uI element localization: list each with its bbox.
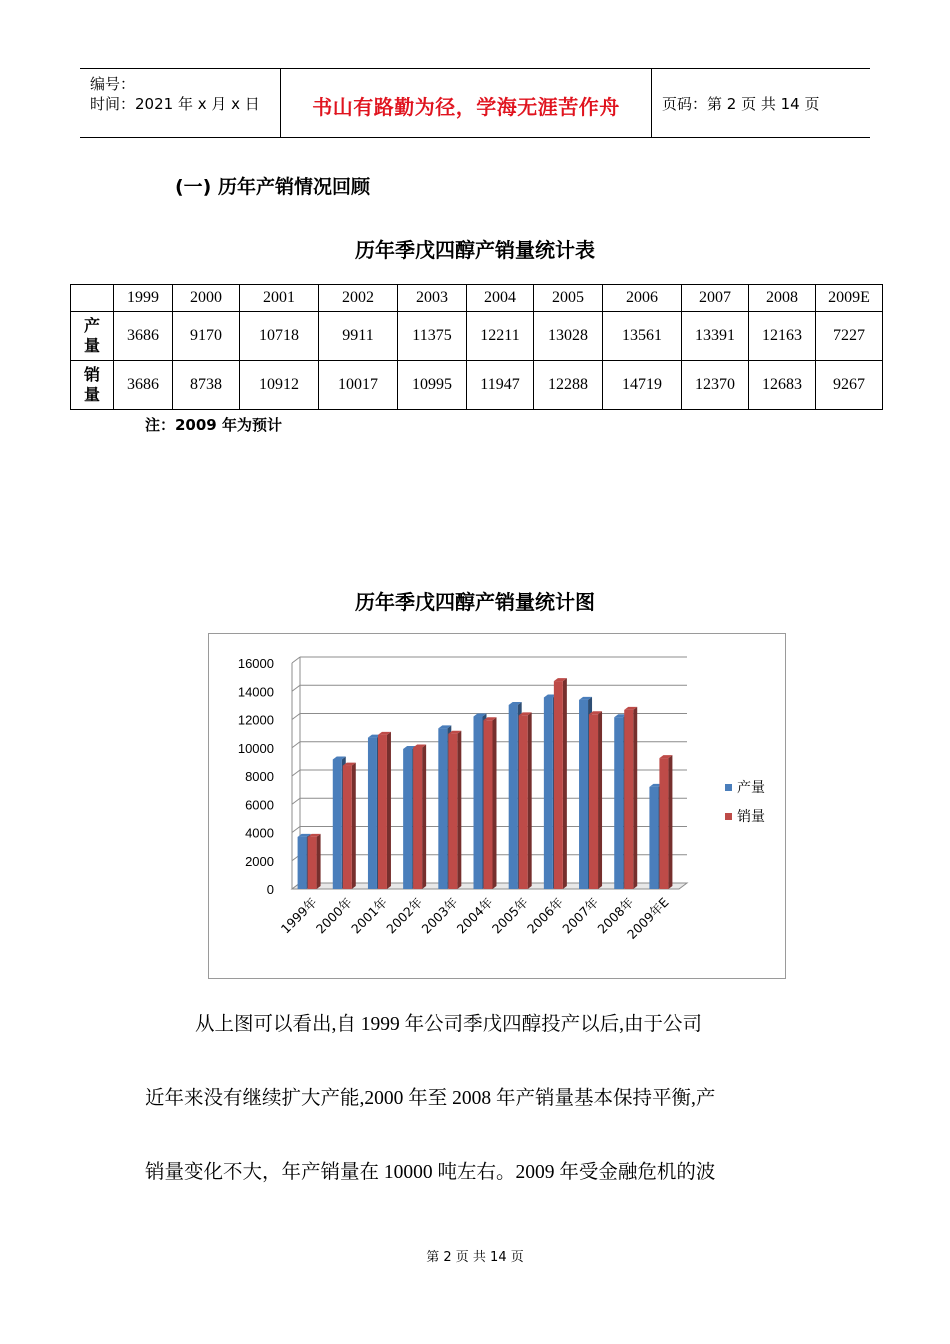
bar-side <box>668 755 672 889</box>
table-cell: 14719 <box>603 361 682 410</box>
header-motto-cell <box>281 69 652 137</box>
bar-side <box>352 763 356 889</box>
table-cell: 10912 <box>240 361 319 410</box>
table-cell: 8738 <box>173 361 240 410</box>
table-cell: 3686 <box>114 361 173 410</box>
table-corner-cell <box>71 285 114 312</box>
x-tick-label: 1999年 <box>277 894 320 937</box>
y-tick-label: 14000 <box>237 684 274 700</box>
bar-side <box>493 717 497 889</box>
y-tick-label: 6000 <box>245 797 274 813</box>
x-tick-label: 2007年 <box>559 894 602 937</box>
table-cell: 13391 <box>682 312 749 361</box>
bar <box>544 697 553 889</box>
table-cell: 12288 <box>534 361 603 410</box>
table-cell: 12211 <box>467 312 534 361</box>
x-tick-label: 2009年E <box>623 894 672 943</box>
table-cell: 10995 <box>398 361 467 410</box>
row-header-char: 量 <box>83 336 100 355</box>
bar <box>413 748 422 889</box>
doc-date-label: 时间：2021 年 x 月 x 日 <box>90 95 260 113</box>
x-tick-label: 2000年 <box>312 894 355 937</box>
row-header-char: 销 <box>83 365 100 384</box>
x-tick-label: 2003年 <box>418 894 461 937</box>
bar <box>624 710 633 889</box>
bar <box>589 714 598 889</box>
y-tick-label: 10000 <box>237 740 274 756</box>
page-footer: 第 2 页 共 14 页 <box>426 1250 524 1265</box>
table-note: 注：2009 年为预计 <box>145 416 282 434</box>
bar-side <box>598 711 602 889</box>
bar-side <box>457 731 461 889</box>
bar <box>343 766 352 889</box>
table-cell: 9911 <box>319 312 398 361</box>
table-cell: 12163 <box>749 312 816 361</box>
table-cell: 13028 <box>534 312 603 361</box>
table-header-row <box>71 285 883 312</box>
legend-swatch <box>725 784 732 791</box>
table-cell: 7227 <box>816 312 883 361</box>
stats-table <box>70 284 883 410</box>
bar <box>378 735 387 889</box>
gridline-depth <box>292 770 300 776</box>
table-cell: 12370 <box>682 361 749 410</box>
y-tick-label: 12000 <box>237 712 274 728</box>
bar <box>509 705 518 889</box>
bar-side <box>387 732 391 889</box>
bar <box>659 758 668 889</box>
bar-side <box>422 745 426 889</box>
bar-chart <box>208 633 786 979</box>
gridline-depth <box>292 714 300 720</box>
gridline-depth <box>292 685 300 691</box>
year-cell: 2002 <box>319 285 398 312</box>
bar <box>614 717 623 889</box>
bar <box>448 734 457 889</box>
header-motto: 书山有路勤为径，学海无涯苦作舟 <box>312 95 620 119</box>
table-cell: 3686 <box>114 312 173 361</box>
gridline-depth <box>292 827 300 833</box>
year-cell: 2000 <box>173 285 240 312</box>
year-cell: 2003 <box>398 285 467 312</box>
paragraph-line: 从上图可以看出,自 1999 年公司季戊四醇投产以后,由于公司 <box>195 1014 703 1035</box>
bar <box>519 715 528 889</box>
year-cell: 2005 <box>534 285 603 312</box>
table-cell: 11947 <box>467 361 534 410</box>
table-cell: 13561 <box>603 312 682 361</box>
row-header-char: 产 <box>83 316 100 335</box>
row-header <box>71 312 114 361</box>
header-page-info: 页码：第 2 页 共 14 页 <box>662 95 820 113</box>
paragraph-line: 销量变化不大，年产销量在 10000 吨左右。2009 年受金融危机的波 <box>145 1162 716 1183</box>
table-row-sales <box>71 361 883 410</box>
legend-swatch <box>725 813 732 820</box>
x-tick-label: 2001年 <box>348 894 391 937</box>
year-cell: 2007 <box>682 285 749 312</box>
year-cell: 2004 <box>467 285 534 312</box>
legend-label: 产量 <box>737 780 765 796</box>
section-title: (一) 历年产销情况回顾 <box>175 176 370 198</box>
x-tick-label: 2008年 <box>594 894 637 937</box>
bar-side <box>633 707 637 889</box>
table-cell: 10017 <box>319 361 398 410</box>
bar-side <box>563 678 567 889</box>
table-row-production <box>71 312 883 361</box>
year-cell: 2006 <box>603 285 682 312</box>
y-tick-label: 16000 <box>237 656 274 671</box>
bar <box>579 700 588 889</box>
header-info-cell <box>80 69 281 137</box>
y-tick-label: 0 <box>266 882 274 897</box>
bar <box>554 681 563 889</box>
gridline-depth <box>292 742 300 748</box>
table-title: 历年季戊四醇产销量统计表 <box>355 238 595 262</box>
gridline-depth <box>292 798 300 804</box>
table-cell: 9267 <box>816 361 883 410</box>
legend-label: 销量 <box>737 809 765 825</box>
paragraph-line: 近年来没有继续扩大产能,2000 年至 2008 年产销量基本保持平衡,产 <box>145 1088 716 1109</box>
year-cell: 2008 <box>749 285 816 312</box>
table-cell: 10718 <box>240 312 319 361</box>
chart-title: 历年季戊四醇产销量统计图 <box>355 590 595 614</box>
doc-number-label: 编号： <box>90 75 136 93</box>
bar-side <box>317 834 321 889</box>
bar <box>368 738 377 889</box>
y-tick-label: 8000 <box>245 769 274 784</box>
chart-svg <box>209 634 785 978</box>
year-cell: 2001 <box>240 285 319 312</box>
y-tick-label: 2000 <box>245 853 274 869</box>
row-header <box>71 361 114 410</box>
bar <box>484 720 493 889</box>
row-header-char: 量 <box>83 385 100 404</box>
year-cell: 2009E <box>816 285 883 312</box>
table-cell: 12683 <box>749 361 816 410</box>
x-tick-label: 2002年 <box>383 894 426 937</box>
bar <box>438 728 447 889</box>
y-tick-label: 4000 <box>245 825 274 841</box>
x-tick-label: 2004年 <box>453 894 496 937</box>
table-cell: 11375 <box>398 312 467 361</box>
table-cell: 9170 <box>173 312 240 361</box>
bar <box>308 837 317 889</box>
header-page-cell <box>652 69 870 137</box>
bar <box>333 759 342 889</box>
x-tick-label: 2006年 <box>524 894 566 937</box>
bar-side <box>528 712 532 889</box>
bar <box>403 749 412 889</box>
bar <box>474 717 483 889</box>
bar <box>298 837 307 889</box>
x-tick-label: 2005年 <box>488 894 531 937</box>
gridline-depth <box>292 657 300 663</box>
page-header <box>80 68 870 138</box>
bar <box>649 787 658 889</box>
year-cell: 1999 <box>114 285 173 312</box>
